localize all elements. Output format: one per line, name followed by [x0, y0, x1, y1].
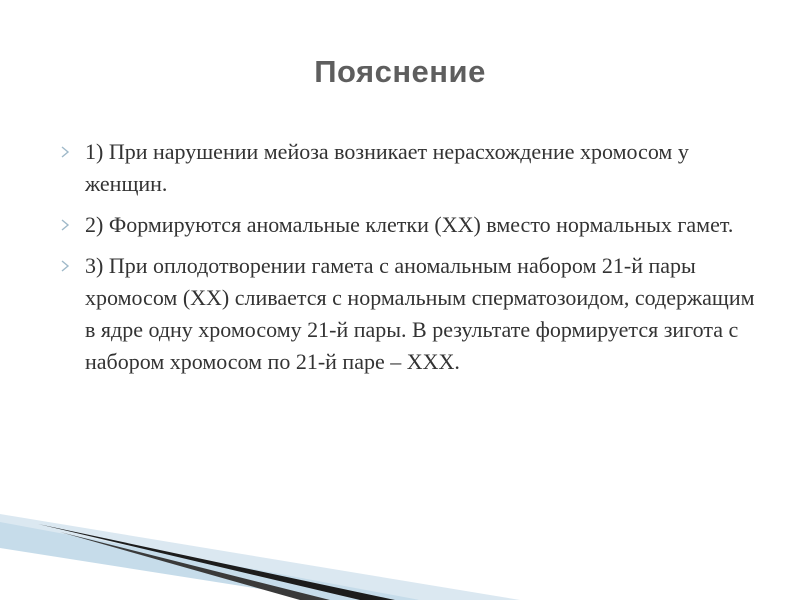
arrow-bullet-icon: [60, 146, 70, 158]
arrow-bullet-icon: [60, 219, 70, 231]
list-item: [60, 136, 760, 200]
slide-title: Пояснение: [314, 54, 486, 89]
list-item: [60, 209, 760, 241]
list-item-text: 1) При нарушении мейоза возникает нерасхождение хромосом у женщин.: [85, 139, 689, 196]
list-item: [60, 250, 760, 378]
arrow-bullet-icon: [60, 260, 70, 272]
list-item-text: 3) При оплодотворении гамета с аномальным набором 21-й пары хромосом (ХХ) сливается с нормальным сперматозоидом, содержащим в ядре одну хромосому 21-й пары. В результате формируется зигота с набором хромосом по 21-й паре – ХХХ.: [85, 253, 755, 374]
bullet-list: [60, 136, 760, 387]
list-item-text: 2) Формируются аномальные клетки (ХХ) вместо нормальных гамет.: [85, 212, 734, 237]
